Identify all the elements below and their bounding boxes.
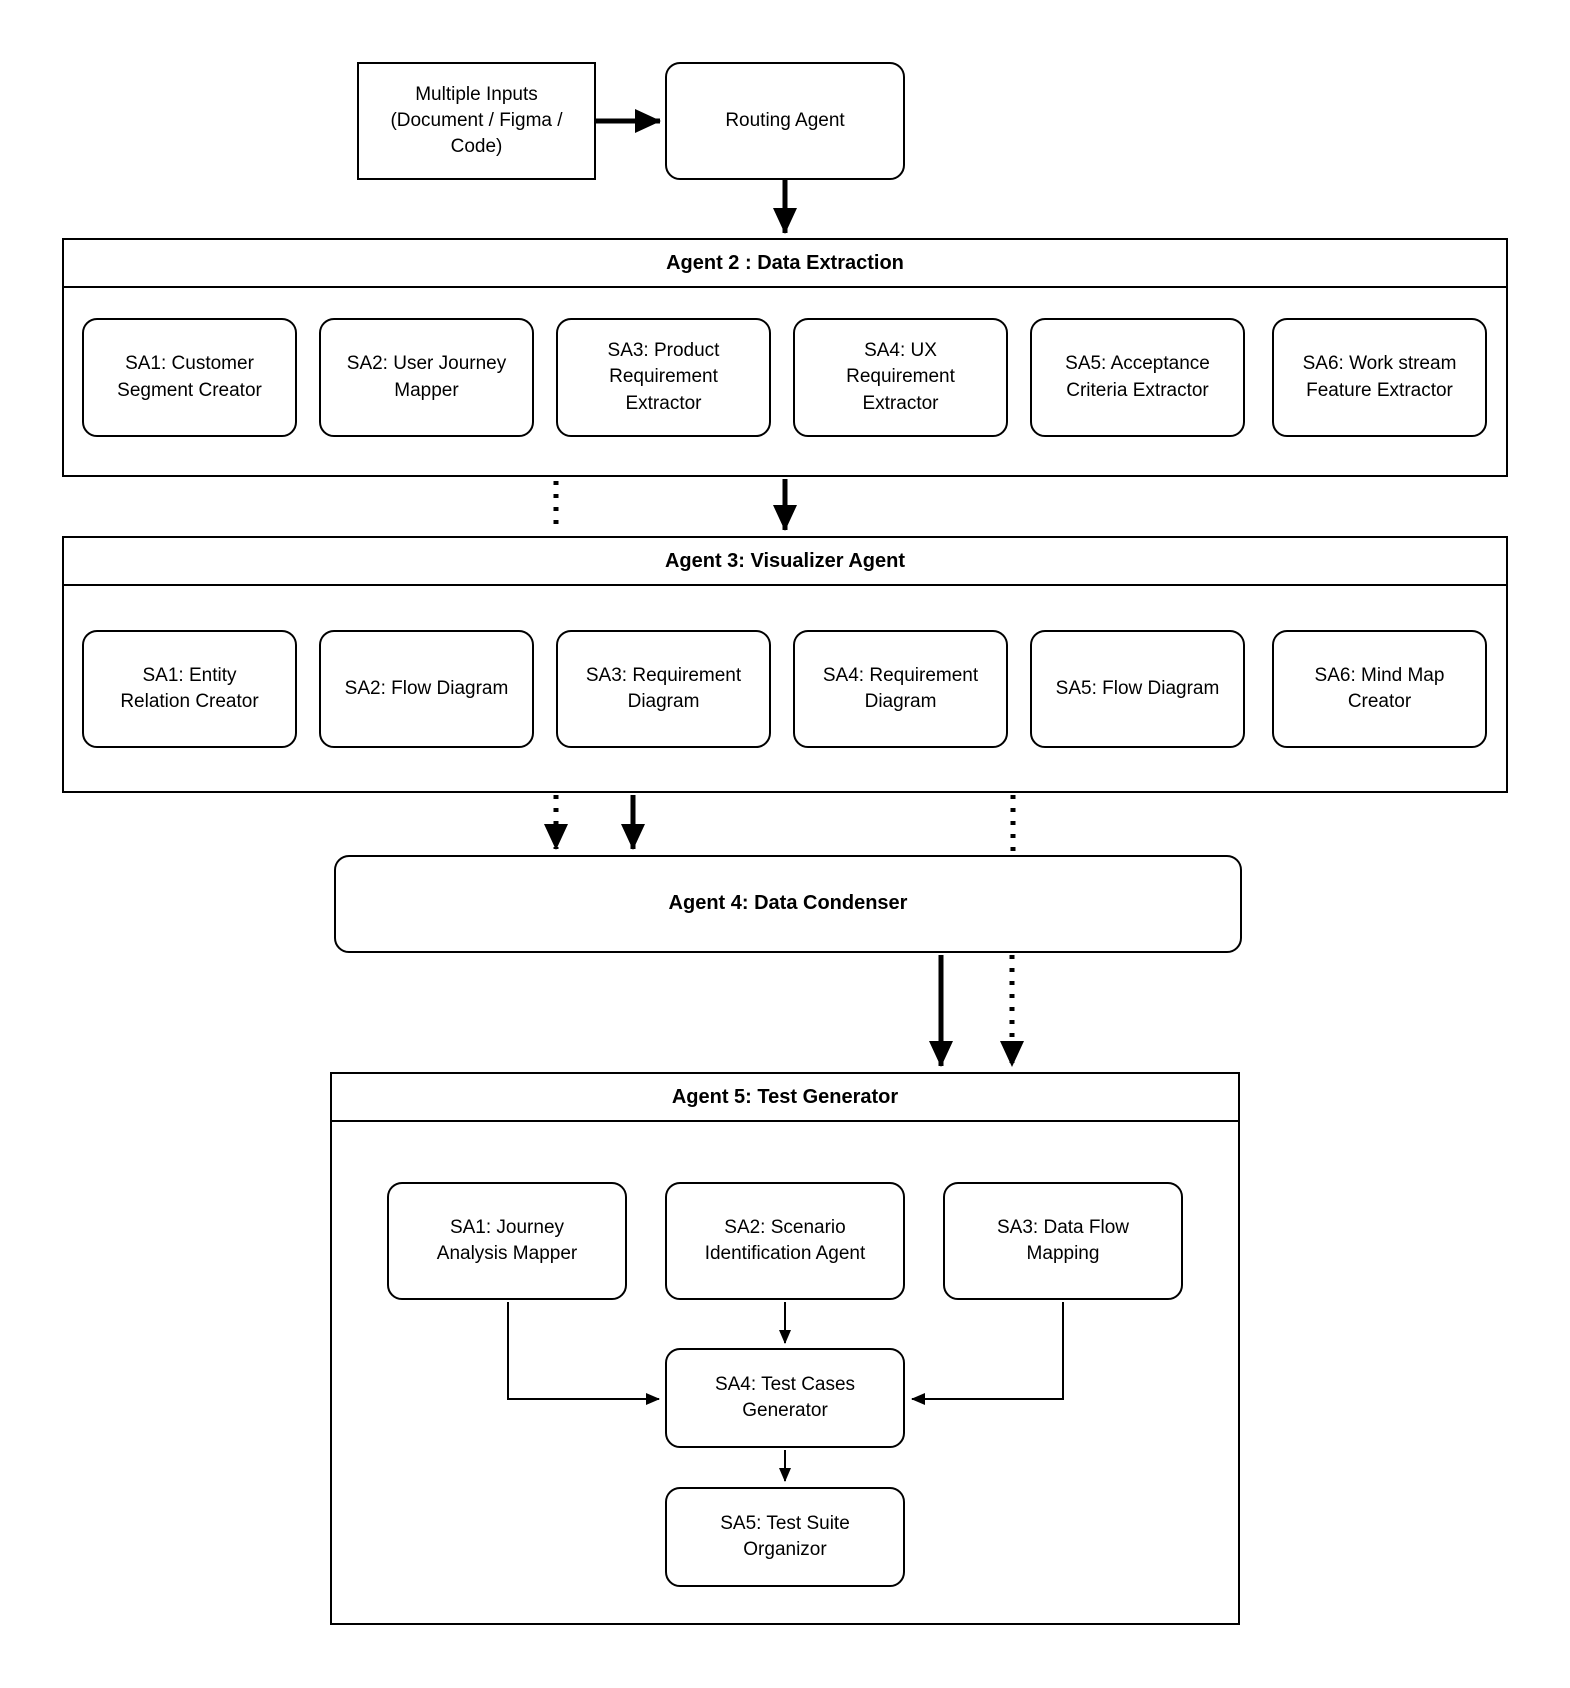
agent5-sa2-node[interactable]: [665, 1182, 905, 1300]
agent5-sa1-label: SA1: Journey Analysis Mapper: [436, 1216, 578, 1264]
agent3-sa3-node[interactable]: [556, 630, 771, 748]
agent3-sa5-label: SA5: Flow Diagram: [1055, 677, 1220, 699]
agent3-sa4-node[interactable]: [793, 630, 1008, 748]
agent2-sa6-node[interactable]: [1272, 318, 1487, 437]
agent3-sa2-label: SA2: Flow Diagram: [344, 677, 509, 699]
agent5-titlebar: [332, 1074, 1238, 1122]
multiple-inputs-node[interactable]: [357, 62, 596, 180]
agent2-sa5-label: SA5: Acceptance Criteria Extractor: [1065, 353, 1210, 401]
agent2-titlebar: [64, 240, 1506, 288]
agent5-sa5-label: SA5: Test Suite Organizor: [720, 1512, 850, 1560]
agent3-sa3-label: SA3: Requirement Diagram: [585, 664, 742, 712]
agent4-node[interactable]: [334, 855, 1242, 953]
agent5-sa5-node[interactable]: [665, 1487, 905, 1587]
agent3-sa4-label: SA4: Requirement Diagram: [822, 664, 979, 712]
agent3-sa1-node[interactable]: [82, 630, 297, 748]
agent3-sa5-node[interactable]: [1030, 630, 1245, 748]
agent5-sa4-node[interactable]: [665, 1348, 905, 1448]
agent5-sa4-label: SA4: Test Cases Generator: [714, 1373, 856, 1421]
multiple-inputs-label: Multiple Inputs (Document / Figma / Code): [390, 83, 563, 158]
agent5-sa3-label: SA3: Data Flow Mapping: [997, 1216, 1129, 1264]
agent2-sa6-label: SA6: Work stream Feature Extractor: [1302, 353, 1457, 401]
agent5-sa3-node[interactable]: [943, 1182, 1183, 1300]
agent2-sa2-label: SA2: User Journey Mapper: [346, 353, 507, 401]
agent2-sa5-node[interactable]: [1030, 318, 1245, 437]
agent2-sa2-node[interactable]: [319, 318, 534, 437]
agent5-title: Agent 5: Test Generator: [671, 1085, 899, 1108]
agent2-sa1-label: SA1: Customer Segment Creator: [117, 353, 262, 401]
agent2-sa1-node[interactable]: [82, 318, 297, 437]
agent3-sa2-node[interactable]: [319, 630, 534, 748]
routing-agent-label: Routing Agent: [725, 109, 845, 131]
agent3-titlebar: [64, 538, 1506, 586]
agent2-sa3-label: SA3: Product Requirement Extractor: [607, 340, 720, 414]
agent2-sa4-label: SA4: UX Requirement Extractor: [846, 340, 955, 414]
agent2-sa3-node[interactable]: [556, 318, 771, 437]
agent2-sa4-node[interactable]: [793, 318, 1008, 437]
agent4-title: Agent 4: Data Condenser: [668, 892, 908, 915]
agent3-sa6-node[interactable]: [1272, 630, 1487, 748]
agent3-sa6-label: SA6: Mind Map Creator: [1314, 664, 1445, 712]
agent2-title: Agent 2 : Data Extraction: [666, 251, 904, 274]
routing-agent-node[interactable]: [665, 62, 905, 180]
agent5-sa2-label: SA2: Scenario Identification Agent: [704, 1216, 866, 1264]
agent5-sa1-node[interactable]: [387, 1182, 627, 1300]
agent3-title: Agent 3: Visualizer Agent: [664, 549, 906, 572]
agent3-sa1-label: SA1: Entity Relation Creator: [120, 664, 259, 712]
